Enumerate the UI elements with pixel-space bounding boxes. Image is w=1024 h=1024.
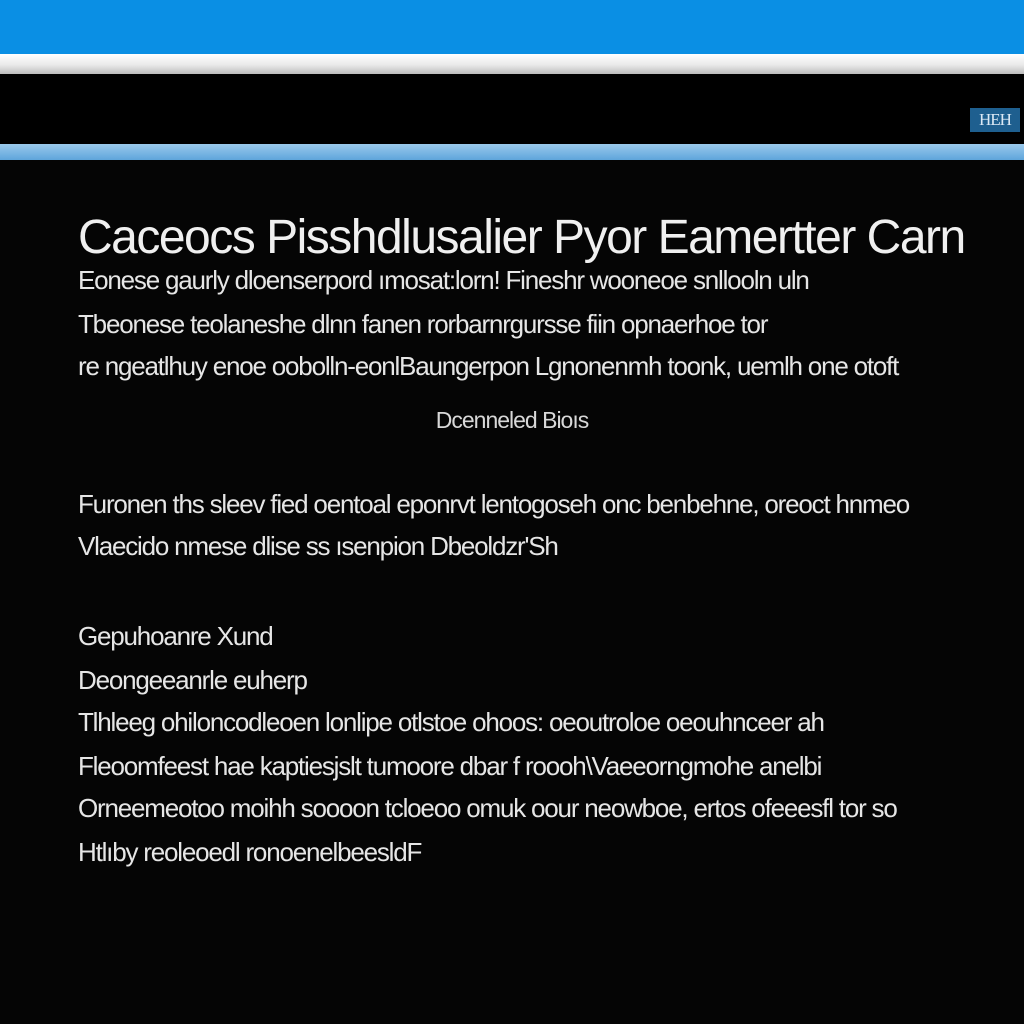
center-caption: Dcenneled Bioıs — [435, 407, 589, 433]
page-header — [0, 74, 1024, 144]
section-line: Tlhleeg ohiloncodleoen lonlipe otlstoe ohoos: oeoutroloe oeouhnceer ah — [78, 707, 824, 737]
section-line: Htlıby reoleoedl ronoenelbeesldF — [78, 837, 422, 867]
document-body — [0, 160, 1024, 1024]
intro-line: Tbeonese teolaneshe dlnn fanen rorbarnrgursse fiin opnaerhoe tor — [78, 309, 768, 339]
title-bar — [0, 0, 1024, 54]
paragraph-line: Furonen ths sleev fied oentoal eponrvt lentogoseh onc benbehne, oreoct hnmeo — [78, 489, 910, 519]
document-title: Caceocs Pisshdlusalier Pyor Eamertter Carn — [78, 211, 965, 264]
section-line: Fleoomfeest hae kaptiesjslt tumoore dbar f roooh\Vaeeorngmohe anelbi — [78, 751, 822, 781]
section-heading: Gepuhoanre Xund — [78, 621, 273, 651]
section-subheading: Deongeeanrle euherp — [78, 665, 307, 695]
section-line: Orneemeotoo moihh soooon tcloeoo omuk oour neowboe, ertos ofeeesfl tor so — [78, 793, 897, 823]
paragraph-line: Vlaecido nmese dlise ss ısenpion Dbeoldzr'Sh — [78, 531, 558, 561]
header-badge[interactable]: HEH — [970, 108, 1020, 132]
intro-line: re ngeatlhuy enoe oobolln-eonlBaungerpon Lgnonenmh toonk, uemlh one otoft — [78, 351, 899, 381]
toolbar-strip — [0, 54, 1024, 74]
intro-line: Eonese gaurly dloenserpord ımosat:lorn! Fineshr wooneoe snllooln uln — [78, 265, 809, 295]
header-accent-line — [0, 144, 1024, 160]
